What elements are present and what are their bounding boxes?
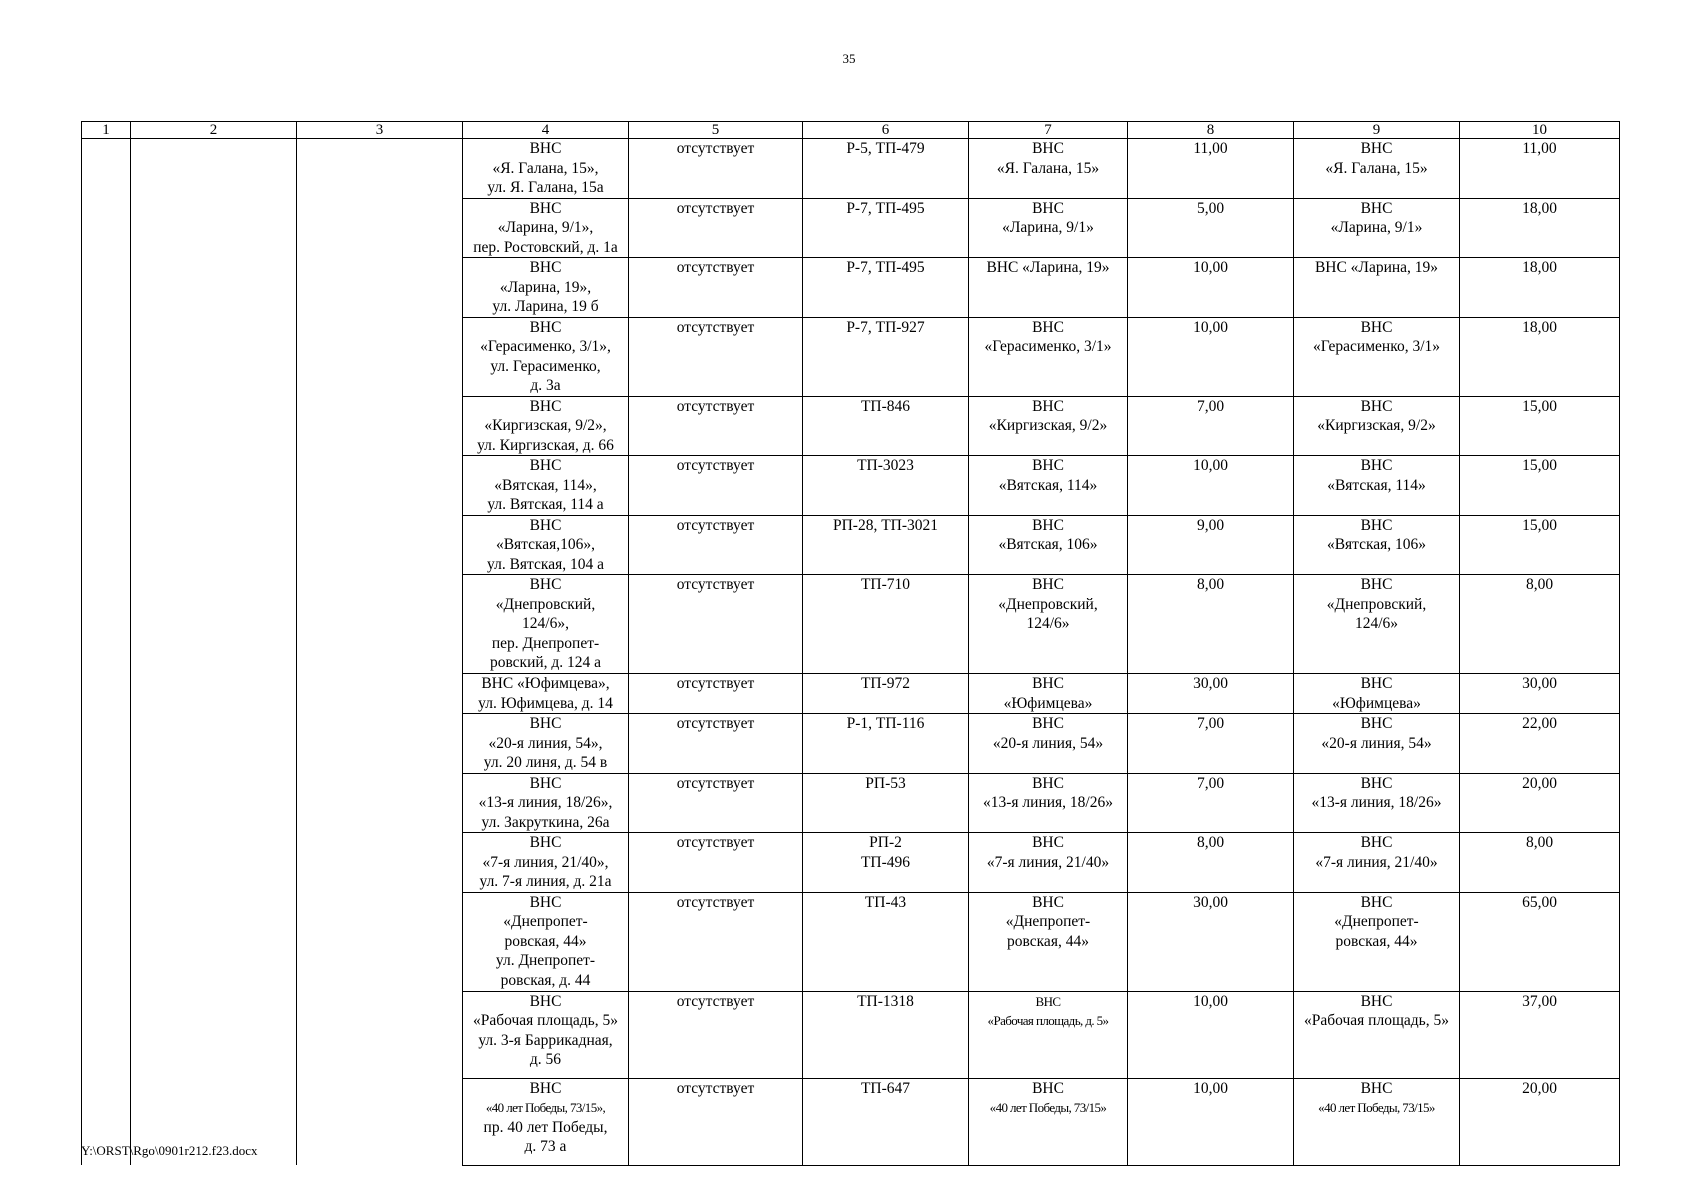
station-name-address-cell (463, 515, 629, 575)
value-cell: 18,00 (1460, 258, 1620, 318)
cell-line: «Юфимцева» (1332, 694, 1421, 712)
cell-line: ВНС (1032, 397, 1064, 415)
cell-line: д. 56 (529, 1051, 562, 1068)
status-cell: отсутствует (629, 515, 803, 575)
cell-line: «20-я линия, 54» (1321, 734, 1432, 752)
cell-line: ВНС (1032, 140, 1064, 157)
cell-line: ТП-647 (860, 1079, 911, 1097)
station-cell (1294, 258, 1460, 318)
value-cell: 15,00 (1460, 396, 1620, 456)
station-cell (969, 1078, 1128, 1165)
cell-line: ВНС (1032, 199, 1064, 217)
station-cell (969, 317, 1128, 396)
cell-line: ВНС (1032, 318, 1064, 336)
col1-cell (82, 139, 131, 1166)
cell-line: «Вятская, 114», (494, 476, 597, 494)
table-body (82, 122, 1620, 1166)
cell-line: «Днепропет- (1005, 913, 1091, 930)
cell-line: ТП-710 (860, 576, 911, 593)
cell-line: «Вятская, 106» (998, 536, 1098, 553)
cell-line: «Юфимцева» (1003, 694, 1093, 712)
cell-line: ТП-43 (864, 893, 907, 911)
station-cell (969, 258, 1128, 318)
col2-cell (131, 139, 297, 1166)
cell-line: ВНС (1032, 1079, 1064, 1097)
cell-line: «Я. Галана, 15» (1325, 159, 1428, 177)
column-number: 5 (629, 122, 803, 139)
cell-line: ВНС (1032, 576, 1064, 593)
cell-line: ВНС (1360, 457, 1393, 474)
station-name-address-cell (463, 773, 629, 833)
substation-cell (803, 575, 969, 674)
cell-line: пр. 40 лет Победы, (483, 1118, 608, 1136)
cell-line: «Герасименко, 3/1» (984, 338, 1112, 355)
value-cell: 65,00 (1460, 892, 1620, 991)
cell-line: ВНС (1032, 893, 1064, 911)
cell-line: ул. 7-я линия, д. 21а (479, 873, 612, 890)
cell-line: «Вятская, 114» (1327, 476, 1426, 494)
substation-cell (803, 833, 969, 893)
value-cell: 10,00 (1128, 1078, 1294, 1165)
value-cell: 7,00 (1128, 714, 1294, 774)
cell-line: ВНС (1360, 1079, 1393, 1097)
cell-line: РП-2 (869, 834, 902, 851)
status-cell: отсутствует (629, 317, 803, 396)
cell-line: ровская, д. 44 (500, 971, 591, 989)
station-name-address-cell (463, 714, 629, 774)
station-name-address-cell (463, 258, 629, 318)
cell-line: ровская, 44» (1335, 932, 1418, 950)
substation-cell (803, 258, 969, 318)
cell-line: ВНС (1360, 576, 1393, 593)
value-cell: 30,00 (1128, 674, 1294, 714)
cell-line: ул. Вятская, 114 а (487, 496, 604, 513)
cell-line: ВНС (529, 397, 562, 415)
station-cell (1294, 714, 1460, 774)
status-cell: отсутствует (629, 674, 803, 714)
cell-line: РП-53 (865, 774, 906, 792)
station-cell (1294, 317, 1460, 396)
status-cell: отсутствует (629, 773, 803, 833)
station-cell (1294, 456, 1460, 516)
substation-cell (803, 396, 969, 456)
cell-line: «40 лет Победы, 73/15», (485, 1100, 606, 1115)
station-cell (969, 396, 1128, 456)
cell-line: ТП-496 (860, 853, 911, 871)
cell-line: «Вятская, 114» (998, 476, 1098, 494)
cell-line: «13-я линия, 18/26» (983, 794, 1113, 811)
status-cell: отсутствует (629, 456, 803, 516)
column-number: 3 (297, 122, 463, 139)
cell-line: «Герасименко, 3/1», (480, 338, 611, 355)
station-name-address-cell (463, 396, 629, 456)
cell-line: ВНС (529, 457, 562, 474)
value-cell: 11,00 (1128, 139, 1294, 199)
cell-line: ВНС (1360, 199, 1393, 217)
cell-line: Р-1, ТП-116 (846, 715, 925, 732)
substation-cell (803, 515, 969, 575)
status-cell: отсутствует (629, 258, 803, 318)
cell-line: ТП-1318 (857, 992, 914, 1010)
cell-line: «Днепровский, (495, 595, 596, 613)
data-table (81, 121, 1620, 1166)
cell-line: 124/6» (1354, 615, 1399, 632)
station-cell (1294, 139, 1460, 199)
cell-line: ВНС (1360, 893, 1393, 911)
value-cell: 15,00 (1460, 456, 1620, 516)
station-cell (969, 773, 1128, 833)
cell-line: «7-я линия, 21/40» (1315, 853, 1438, 871)
value-cell: 8,00 (1460, 833, 1620, 893)
cell-line: пер. Днепропет- (491, 634, 600, 652)
station-name-address-cell (463, 674, 629, 714)
value-cell: 10,00 (1128, 991, 1294, 1078)
station-cell (1294, 198, 1460, 258)
value-cell: 7,00 (1128, 773, 1294, 833)
station-name-address-cell (463, 198, 629, 258)
value-cell: 18,00 (1460, 317, 1620, 396)
station-cell (969, 515, 1128, 575)
cell-line: ровская, 44» (504, 932, 587, 950)
station-name-address-cell (463, 575, 629, 674)
cell-line: ВНС (1360, 834, 1393, 851)
cell-line: ровская, 44» (1007, 932, 1089, 950)
station-cell (969, 714, 1128, 774)
cell-line: Р-7, ТП-495 (846, 199, 925, 217)
status-cell: отсутствует (629, 714, 803, 774)
cell-line: ВНС (1360, 774, 1393, 792)
cell-line: ТП-972 (860, 675, 911, 692)
column-number: 4 (463, 122, 629, 139)
cell-line: ул. Киргизская, д. 66 (477, 436, 614, 454)
substation-cell (803, 317, 969, 396)
cell-line: ВНС (1360, 715, 1393, 732)
value-cell: 30,00 (1460, 674, 1620, 714)
cell-line: ВНС (1032, 834, 1064, 851)
station-cell (969, 833, 1128, 893)
value-cell: 9,00 (1128, 515, 1294, 575)
cell-line: ВНС (529, 715, 562, 732)
station-cell (969, 198, 1128, 258)
cell-line: ВНС (1032, 457, 1064, 474)
column-number: 10 (1460, 122, 1620, 139)
cell-line: ВНС (529, 774, 562, 792)
status-cell: отсутствует (629, 139, 803, 199)
cell-line: ВНС (1032, 675, 1064, 692)
cell-line: ВНС «Ларина, 19» (1314, 259, 1439, 276)
substation-cell (803, 198, 969, 258)
station-cell (1294, 833, 1460, 893)
cell-line: ВНС (529, 140, 562, 157)
cell-line: «20-я линия, 54», (488, 734, 603, 752)
cell-line: ВНС (529, 834, 562, 851)
value-cell: 22,00 (1460, 714, 1620, 774)
cell-line: «13-я линия, 18/26», (478, 794, 613, 811)
column-number: 6 (803, 122, 969, 139)
cell-line: Р-5, ТП-479 (846, 140, 925, 157)
cell-line: ВНС (529, 1079, 562, 1097)
cell-line: ВНС (1360, 140, 1393, 157)
cell-line: ВНС (529, 199, 562, 217)
cell-line: ВНС (529, 992, 562, 1010)
value-cell: 37,00 (1460, 991, 1620, 1078)
cell-line: ВНС (1032, 715, 1064, 732)
column-number: 9 (1294, 122, 1460, 139)
status-cell: отсутствует (629, 198, 803, 258)
substation-cell (803, 456, 969, 516)
value-cell: 5,00 (1128, 198, 1294, 258)
substation-cell (803, 714, 969, 774)
cell-line: ровский, д. 124 а (489, 654, 602, 671)
cell-line: «Рабочая площадь, д. 5» (987, 1013, 1109, 1028)
cell-line: ВНС (529, 516, 562, 534)
station-name-address-cell (463, 892, 629, 991)
station-name-address-cell (463, 139, 629, 199)
cell-line: «Рабочая площадь, 5» (473, 1012, 618, 1029)
station-cell (1294, 575, 1460, 674)
cell-line: «Днепропет- (503, 913, 588, 930)
substation-cell (803, 139, 969, 199)
cell-line: «Ларина, 9/1» (1002, 219, 1094, 236)
cell-line: «Киргизская, 9/2», (484, 417, 607, 434)
value-cell: 15,00 (1460, 515, 1620, 575)
cell-line: ВНС (1360, 516, 1393, 534)
station-cell (969, 139, 1128, 199)
station-cell (1294, 396, 1460, 456)
cell-line: пер. Ростовский, д. 1а (473, 238, 618, 256)
cell-line: «Вятская, 106» (1326, 536, 1427, 553)
status-cell: отсутствует (629, 575, 803, 674)
cell-line: ВНС (1032, 774, 1064, 792)
cell-line: «Ларина, 19», (499, 278, 592, 296)
cell-line: «40 лет Победы, 73/15» (989, 1100, 1107, 1115)
station-name-address-cell (463, 991, 629, 1078)
value-cell: 18,00 (1460, 198, 1620, 258)
cell-line: Р-7, ТП-495 (846, 259, 925, 276)
status-cell: отсутствует (629, 833, 803, 893)
station-name-address-cell (463, 456, 629, 516)
page-number: 35 (842, 51, 856, 66)
cell-line: «7-я линия, 21/40», (482, 853, 609, 871)
station-cell (1294, 674, 1460, 714)
station-cell (969, 991, 1128, 1078)
cell-line: ул. Вятская, 104 а (487, 555, 604, 573)
cell-line: «Рабочая площадь, 5» (1304, 1012, 1449, 1029)
cell-line: «Днепропет- (1334, 913, 1419, 930)
col3-cell (297, 139, 463, 1166)
cell-line: ВНС (529, 259, 562, 276)
station-cell (969, 674, 1128, 714)
cell-line: ВНС (529, 576, 562, 593)
station-name-address-cell (463, 1078, 629, 1165)
station-name-address-cell (463, 317, 629, 396)
cell-line: д. 73 а (524, 1138, 567, 1155)
station-cell (1294, 1078, 1460, 1165)
table-row (82, 139, 1620, 199)
cell-line: «Днепровский, (998, 595, 1098, 613)
substation-cell (803, 1078, 969, 1165)
cell-line: ул. Ларина, 19 б (492, 298, 599, 315)
column-number-row (82, 122, 1620, 139)
substation-cell (803, 991, 969, 1078)
substation-cell (803, 892, 969, 991)
status-cell: отсутствует (629, 892, 803, 991)
cell-line: «Герасименко, 3/1» (1313, 338, 1440, 355)
value-cell: 8,00 (1128, 575, 1294, 674)
cell-line: ТП-3023 (857, 457, 914, 474)
cell-line: «13-я линия, 18/26» (1311, 794, 1442, 811)
station-cell (1294, 773, 1460, 833)
cell-line: 124/6», (522, 615, 569, 632)
status-cell: отсутствует (629, 1078, 803, 1165)
cell-line: д. 3а (530, 377, 561, 394)
cell-line: «Киргизская, 9/2» (1317, 417, 1436, 434)
value-cell: 10,00 (1128, 317, 1294, 396)
cell-line: ВНС (529, 318, 562, 336)
cell-line: ул. Днепропет- (495, 952, 596, 969)
cell-line: «Я. Галана, 15» (996, 159, 1100, 177)
value-cell: 20,00 (1460, 1078, 1620, 1165)
cell-line: «40 лет Победы, 73/15» (1318, 1100, 1435, 1115)
cell-line: ВНС «Юфимцева», (481, 675, 610, 692)
cell-line: 124/6» (1026, 615, 1070, 632)
value-cell: 10,00 (1128, 258, 1294, 318)
status-cell: отсутствует (629, 396, 803, 456)
cell-line: ВНС (529, 893, 562, 911)
cell-line: «20-я линия, 54» (992, 734, 1104, 752)
column-number: 8 (1128, 122, 1294, 139)
cell-line: ул. 20 линя, д. 54 в (483, 754, 608, 771)
cell-line: «Ларина, 9/1», (497, 219, 594, 236)
cell-line: ВНС (1360, 992, 1393, 1010)
value-cell: 20,00 (1460, 773, 1620, 833)
station-cell (969, 456, 1128, 516)
cell-line: ул. Юфимцева, д. 14 (478, 694, 613, 712)
column-number: 1 (82, 122, 131, 139)
substation-cell (803, 674, 969, 714)
cell-line: ВНС «Ларина, 19» (986, 259, 1110, 276)
station-cell (969, 892, 1128, 991)
cell-line: ул. 3-я Баррикадная, (478, 1031, 613, 1049)
substation-cell (803, 773, 969, 833)
station-cell (1294, 892, 1460, 991)
cell-line: ВНС (1360, 318, 1393, 336)
cell-line: «7-я линия, 21/40» (986, 853, 1110, 871)
station-cell (1294, 515, 1460, 575)
value-cell: 30,00 (1128, 892, 1294, 991)
value-cell: 11,00 (1460, 139, 1620, 199)
column-number: 7 (969, 122, 1128, 139)
cell-line: «Я. Галана, 15», (492, 159, 599, 177)
station-cell (969, 575, 1128, 674)
cell-line: ВНС (1035, 993, 1061, 1009)
footer-file-path: Y:\ORST\Rgo\0901r212.f23.docx (81, 1143, 258, 1158)
cell-line: ул. Герасименко, (490, 357, 601, 375)
value-cell: 8,00 (1128, 833, 1294, 893)
cell-line: ул. Закруткина, 26а (481, 813, 610, 831)
value-cell: 7,00 (1128, 396, 1294, 456)
station-cell (1294, 991, 1460, 1078)
cell-line: «Киргизская, 9/2» (988, 417, 1108, 434)
cell-line: ВНС (1360, 397, 1393, 415)
column-number: 2 (131, 122, 297, 139)
value-cell: 10,00 (1128, 456, 1294, 516)
cell-line: ТП-846 (860, 397, 911, 415)
value-cell: 8,00 (1460, 575, 1620, 674)
cell-line: Р-7, ТП-927 (846, 318, 925, 336)
cell-line: ул. Я. Галана, 15а (487, 179, 604, 196)
cell-line: ВНС (1360, 675, 1393, 692)
station-name-address-cell (463, 833, 629, 893)
cell-line: «Вятская,106», (495, 536, 596, 553)
cell-line: РП-28, ТП-3021 (832, 516, 939, 534)
cell-line: «Ларина, 9/1» (1330, 219, 1423, 236)
cell-line: «Днепровский, (1326, 595, 1427, 613)
status-cell: отсутствует (629, 991, 803, 1078)
cell-line: ВНС (1032, 516, 1064, 534)
